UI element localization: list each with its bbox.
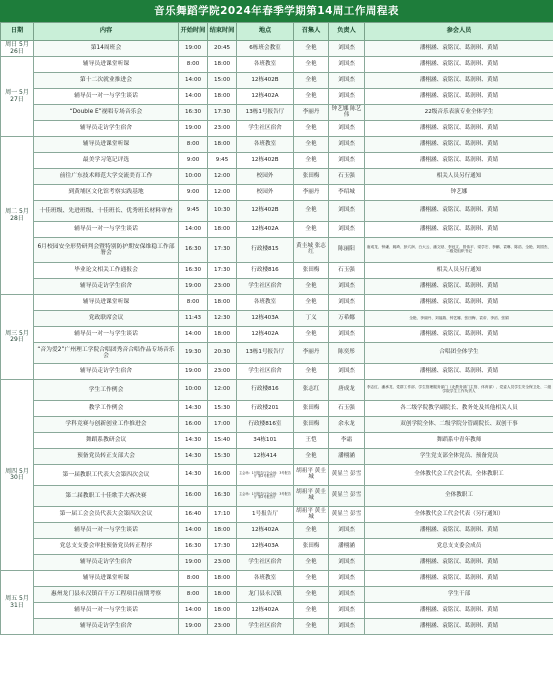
place-cell: 1号报告厅	[237, 507, 294, 523]
lead-cell: 李霜	[329, 433, 365, 449]
table-row	[1, 401, 553, 417]
start-cell: 14:00	[179, 89, 208, 105]
end-cell: 18:00	[208, 603, 237, 619]
place-cell: 12栋403A	[237, 311, 294, 327]
place-cell: 各班教室	[237, 57, 294, 73]
place-cell: 12栋402A	[237, 327, 294, 343]
lead-cell: 唐成龙	[329, 380, 365, 401]
people-cell: 潘栩涵、袁铭汉、葛润琪、黄婧	[365, 279, 553, 295]
lead-cell: 黄显兰 彭雪	[329, 507, 365, 523]
start-cell: 9:00	[179, 185, 208, 201]
start-cell: 9:45	[179, 201, 208, 222]
table-row	[1, 603, 553, 619]
header-start: 开始时间	[179, 23, 208, 41]
start-cell: 14:30	[179, 401, 208, 417]
people-cell: 潘栩涵、袁铭汉、葛润琪、黄婧	[365, 603, 553, 619]
table-row	[1, 380, 553, 401]
header-end: 结束时间	[208, 23, 237, 41]
end-cell: 10:30	[208, 201, 237, 222]
content-cell: 第二届教职工十佳歌手大赛决赛	[34, 486, 179, 507]
people-cell: 潘栩涵、袁铭汉、葛润琪、黄婧	[365, 364, 553, 380]
people-cell: 相关人员另行通知	[365, 263, 553, 279]
table-row	[1, 57, 553, 73]
content-cell: 教学工作例会	[34, 401, 179, 417]
end-cell: 17:30	[208, 105, 237, 121]
start-cell: 16:00	[179, 486, 208, 507]
people-cell: 钟艺娜	[365, 185, 553, 201]
place-cell: 学生社区宿舍	[237, 121, 294, 137]
people-cell: 潘栩涵、袁铭汉、葛润琪、黄婧	[365, 327, 553, 343]
people-cell: 双创学院全体、二级学院分管副院长、双创干事	[365, 417, 553, 433]
people-cell: 学生干部	[365, 587, 553, 603]
convener-cell: 胡祖平 黄圭城	[294, 507, 329, 523]
content-cell: 辅导员进课堂听课	[34, 137, 179, 153]
date-cell: 周四 5月30日	[1, 380, 34, 571]
place-cell: 行政楼815	[237, 238, 294, 263]
table-row	[1, 89, 553, 105]
content-cell: 党政联席会议	[34, 311, 179, 327]
start-cell: 8:00	[179, 137, 208, 153]
start-cell: 8:00	[179, 571, 208, 587]
place-cell: 校园外	[237, 185, 294, 201]
end-cell: 17:00	[208, 417, 237, 433]
people-cell: 22级音乐表演专业全体学生	[365, 105, 553, 121]
content-cell: 辅导员一对一与学生谈话	[34, 603, 179, 619]
start-cell: 10:00	[179, 380, 208, 401]
place-cell: 12栋402A	[237, 603, 294, 619]
content-cell: 辅导员走访学生宿舍	[34, 619, 179, 635]
table-row	[1, 539, 553, 555]
content-cell: 学科竞赛与创新创业工作推进会	[34, 417, 179, 433]
table-row	[1, 41, 553, 57]
content-cell: 辅导员进课堂听课	[34, 295, 179, 311]
start-cell: 19:00	[179, 555, 208, 571]
convener-cell: 黄圭城 张志红	[294, 238, 329, 263]
place-cell: 各班教室	[237, 137, 294, 153]
people-cell: 潘栩涵、袁铭汉、葛润琪、黄婧	[365, 523, 553, 539]
start-cell: 9:00	[179, 153, 208, 169]
convener-cell: 全艳	[294, 571, 329, 587]
start-cell: 8:00	[179, 295, 208, 311]
content-cell: 辅导员一对一与学生谈话	[34, 89, 179, 105]
end-cell: 12:00	[208, 380, 237, 401]
date-cell: 周五 5月31日	[1, 571, 34, 635]
table-row	[1, 169, 553, 185]
table-row	[1, 433, 553, 449]
convener-cell: 胡祖平 黄圭城	[294, 465, 329, 486]
people-cell: 唐成龙、钟谦、姚琦、彭穴润、白大云、潘文财、李冠文、曾伟平、梁学宏、李鹏、袁琳、陈浩、全艳、刘国杰、二级党组织书记	[365, 238, 553, 263]
people-cell: 党总支支委会成员	[365, 539, 553, 555]
people-cell: 李志红、潘承龙、党群工作部、学生管理服务部门（北教务部门主管、体育部）、党委人员学生安全保卫处、二级学院学生工作负责人	[365, 380, 553, 401]
place-cell: 校园外	[237, 169, 294, 185]
place-cell: 12栋402B	[237, 153, 294, 169]
page-title: 音乐舞蹈学院2024年春季学期第14周工作周程表	[0, 0, 553, 22]
people-cell: 潘栩涵、袁铭汉、葛润琪、黄婧	[365, 137, 553, 153]
table-row	[1, 327, 553, 343]
end-cell: 12:30	[208, 311, 237, 327]
convener-cell: 胡祖平 黄圭城	[294, 486, 329, 507]
convener-cell: 全艳	[294, 201, 329, 222]
table-row	[1, 73, 553, 89]
people-cell: 潘栩涵、袁铭汉、葛润琪、黄婧	[365, 57, 553, 73]
end-cell: 15:00	[208, 73, 237, 89]
lead-cell: 石玉强	[329, 169, 365, 185]
table-row	[1, 343, 553, 364]
end-cell: 23:00	[208, 555, 237, 571]
people-cell: 潘栩涵、袁铭汉、葛润琪、黄婧	[365, 89, 553, 105]
content-cell: “音为爱2”广州理工学院合唱团秀音合唱作品专场音乐会	[34, 343, 179, 364]
start-cell: 16:00	[179, 417, 208, 433]
lead-cell: 刘国杰	[329, 279, 365, 295]
end-cell: 16:00	[208, 465, 237, 486]
place-cell: 学生社区宿舍	[237, 619, 294, 635]
convener-cell: 王恺	[294, 433, 329, 449]
convener-cell: 张田梅	[294, 417, 329, 433]
people-cell: 潘栩涵、袁铭汉、葛润琪、黄婧	[365, 619, 553, 635]
start-cell: 8:00	[179, 57, 208, 73]
lead-cell: 陈丽阳	[329, 238, 365, 263]
convener-cell: 张田梅	[294, 169, 329, 185]
start-cell: 19:00	[179, 364, 208, 380]
schedule-table	[0, 22, 553, 635]
start-cell: 16:30	[179, 539, 208, 555]
lead-cell: 刘国杰	[329, 571, 365, 587]
people-cell: 学生党支部全体党员、预备党员	[365, 449, 553, 465]
table-row	[1, 279, 553, 295]
end-cell: 18:00	[208, 89, 237, 105]
lead-cell: 刘国杰	[329, 295, 365, 311]
place-cell: 行政楼201	[237, 401, 294, 417]
lead-cell: 刘国杰	[329, 619, 365, 635]
convener-cell: 全艳	[294, 295, 329, 311]
header-content: 内容	[34, 23, 179, 41]
date-cell: 周日 5月26日	[1, 41, 34, 57]
start-cell: 14:00	[179, 523, 208, 539]
table-row	[1, 137, 553, 153]
lead-cell: 李绍城	[329, 185, 365, 201]
convener-cell: 全艳	[294, 449, 329, 465]
schedule-body	[1, 41, 553, 635]
convener-cell: 全艳	[294, 555, 329, 571]
start-cell: 14:00	[179, 222, 208, 238]
content-cell: 辅导员走访学生宿舍	[34, 279, 179, 295]
end-cell: 18:00	[208, 523, 237, 539]
start-cell: 14:00	[179, 603, 208, 619]
date-cell: 周二 5月28日	[1, 137, 34, 295]
place-cell: 主会场：1号报告厅分会场：3号报告厅 第2号报告厅	[237, 465, 294, 486]
lead-cell: 刘国杰	[329, 89, 365, 105]
people-cell: 各二级学院教学副院长、教务处及其他相关人员	[365, 401, 553, 417]
table-row	[1, 185, 553, 201]
people-cell: 潘栩涵、袁铭汉、葛润琪、黄婧	[365, 73, 553, 89]
lead-cell: 刘国杰	[329, 327, 365, 343]
start-cell: 14:00	[179, 73, 208, 89]
place-cell: 13栋1号报告厅	[237, 105, 294, 121]
place-cell: 6栋班会教室	[237, 41, 294, 57]
place-cell: 12栋403A	[237, 539, 294, 555]
table-row	[1, 619, 553, 635]
convener-cell: 丁义	[294, 311, 329, 327]
table-row	[1, 121, 553, 137]
lead-cell: 陈奕彤	[329, 343, 365, 364]
place-cell: 12栋402A	[237, 89, 294, 105]
end-cell: 18:00	[208, 295, 237, 311]
content-cell: 毕业论文相关工作通报会	[34, 263, 179, 279]
convener-cell: 全艳	[294, 279, 329, 295]
lead-cell: 石玉强	[329, 263, 365, 279]
content-cell: 到黄埔区文化馆考察实践基地	[34, 185, 179, 201]
header-people: 参会人员	[365, 23, 553, 41]
end-cell: 9:45	[208, 153, 237, 169]
convener-cell: 李丽丹	[294, 343, 329, 364]
lead-cell: 潘栩涵	[329, 449, 365, 465]
content-cell: 第14周班会	[34, 41, 179, 57]
content-cell: 第一届工会会员代表大会第四次会议	[34, 507, 179, 523]
table-row	[1, 105, 553, 121]
people-cell: 舞蹈系中青年教师	[365, 433, 553, 449]
end-cell: 18:00	[208, 587, 237, 603]
convener-cell: 全艳	[294, 222, 329, 238]
people-cell: 全体教代会工代会代表（另行通知）	[365, 507, 553, 523]
convener-cell: 全艳	[294, 523, 329, 539]
content-cell: 6月校园安全形势研判会暨特别防护期安保维稳工作部署会	[34, 238, 179, 263]
end-cell: 20:45	[208, 41, 237, 57]
end-cell: 17:30	[208, 539, 237, 555]
start-cell: 11:43	[179, 311, 208, 327]
lead-cell: 刘国杰	[329, 137, 365, 153]
content-cell: 辅导员一对一与学生谈话	[34, 222, 179, 238]
end-cell: 12:00	[208, 185, 237, 201]
start-cell: 16:40	[179, 507, 208, 523]
start-cell: 19:00	[179, 279, 208, 295]
people-cell: 全艳、李丽丹、刘福瑞、钟艺娜、张田梅、袁帝、李滔、张娟	[365, 311, 553, 327]
end-cell: 18:00	[208, 57, 237, 73]
place-cell: 12栋402A	[237, 523, 294, 539]
content-cell: “Double E”视唱专场音乐会	[34, 105, 179, 121]
content-cell: 辅导员进课堂听课	[34, 571, 179, 587]
start-cell: 14:30	[179, 449, 208, 465]
start-cell: 19:00	[179, 619, 208, 635]
end-cell: 20:30	[208, 343, 237, 364]
end-cell: 23:00	[208, 279, 237, 295]
lead-cell: 刘国杰	[329, 153, 365, 169]
people-cell: 潘栩涵、袁铭汉、葛润琪、黄婧	[365, 201, 553, 222]
header-row	[1, 23, 553, 41]
lead-cell: 刘国杰	[329, 121, 365, 137]
end-cell: 16:30	[208, 486, 237, 507]
lead-cell: 刘国杰	[329, 587, 365, 603]
convener-cell: 张田梅	[294, 539, 329, 555]
lead-cell: 刘国杰	[329, 201, 365, 222]
end-cell: 17:10	[208, 507, 237, 523]
people-cell: 潘栩涵、袁铭汉、葛润琪、黄婧	[365, 222, 553, 238]
end-cell: 15:40	[208, 433, 237, 449]
convener-cell: 张志红	[294, 380, 329, 401]
header-convener: 召集人	[294, 23, 329, 41]
lead-cell: 黄显兰 彭雪	[329, 465, 365, 486]
end-cell: 17:30	[208, 263, 237, 279]
lead-cell: 刘国杰	[329, 364, 365, 380]
end-cell: 23:00	[208, 364, 237, 380]
table-row	[1, 417, 553, 433]
lead-cell: 黄显兰 彭雪	[329, 486, 365, 507]
header-lead: 负责人	[329, 23, 365, 41]
convener-cell: 张田梅	[294, 401, 329, 417]
convener-cell: 全艳	[294, 41, 329, 57]
content-cell: 辅导员走访学生宿舍	[34, 121, 179, 137]
table-row	[1, 295, 553, 311]
lead-cell: 刘国杰	[329, 73, 365, 89]
place-cell: 行政楼816室	[237, 417, 294, 433]
start-cell: 16:30	[179, 105, 208, 121]
convener-cell: 李丽丹	[294, 105, 329, 121]
convener-cell: 全艳	[294, 121, 329, 137]
content-cell: 学生工作例会	[34, 380, 179, 401]
content-cell: 预备党员转正支部大会	[34, 449, 179, 465]
people-cell: 潘栩涵、袁铭汉、葛润琪、黄婧	[365, 153, 553, 169]
place-cell: 12栋402B	[237, 73, 294, 89]
end-cell: 18:00	[208, 327, 237, 343]
people-cell: 相关人员另行通知	[365, 169, 553, 185]
content-cell: 辅导员一对一与学生谈话	[34, 523, 179, 539]
content-cell: 十佳班级、先进班级、十佳班长、优秀班长材料审查	[34, 201, 179, 222]
start-cell: 19:00	[179, 41, 208, 57]
content-cell: 第十二次就业推进会	[34, 73, 179, 89]
place-cell: 各班教室	[237, 571, 294, 587]
start-cell: 14:30	[179, 465, 208, 486]
place-cell: 12栋402B	[237, 201, 294, 222]
content-cell: 最美学习笔记评选	[34, 153, 179, 169]
start-cell: 16:30	[179, 238, 208, 263]
convener-cell: 李丽丹	[294, 185, 329, 201]
place-cell: 行政楼816	[237, 263, 294, 279]
convener-cell: 全艳	[294, 364, 329, 380]
end-cell: 18:00	[208, 137, 237, 153]
convener-cell: 全艳	[294, 57, 329, 73]
convener-cell: 全艳	[294, 73, 329, 89]
content-cell: 辅导员一对一与学生谈话	[34, 327, 179, 343]
lead-cell: 刘国杰	[329, 41, 365, 57]
table-row	[1, 507, 553, 523]
place-cell: 行政楼816	[237, 380, 294, 401]
lead-cell: 石玉强	[329, 401, 365, 417]
place-cell: 12栋414	[237, 449, 294, 465]
lead-cell: 钟艺娜 陈艺伟	[329, 105, 365, 121]
place-cell: 34栋101	[237, 433, 294, 449]
end-cell: 12:00	[208, 169, 237, 185]
end-cell: 17:30	[208, 238, 237, 263]
place-cell: 13栋1号报告厅	[237, 343, 294, 364]
table-row	[1, 238, 553, 263]
table-row	[1, 587, 553, 603]
end-cell: 23:00	[208, 619, 237, 635]
lead-cell: 刘国杰	[329, 523, 365, 539]
content-cell: 前往广东技术师范大学交流美育工作	[34, 169, 179, 185]
people-cell: 全体教代会工代会代表，全体教职工	[365, 465, 553, 486]
lead-cell: 刘国杰	[329, 57, 365, 73]
convener-cell: 全艳	[294, 327, 329, 343]
content-cell: 第一届教职工代表大会第四次会议	[34, 465, 179, 486]
convener-cell: 全艳	[294, 603, 329, 619]
end-cell: 23:00	[208, 121, 237, 137]
place-cell: 学生社区宿舍	[237, 279, 294, 295]
people-cell: 全体教职工	[365, 486, 553, 507]
place-cell: 主会场：1号报告厅分会场：3号报告厅 第2号报告厅	[237, 486, 294, 507]
convener-cell: 全艳	[294, 587, 329, 603]
start-cell: 19:00	[179, 121, 208, 137]
table-row	[1, 486, 553, 507]
content-cell: 党总支支委会审批预备党员转正程序	[34, 539, 179, 555]
table-row	[1, 465, 553, 486]
content-cell: 辅导员走访学生宿舍	[34, 555, 179, 571]
place-cell: 龙门县永汉镇	[237, 587, 294, 603]
end-cell: 15:30	[208, 449, 237, 465]
start-cell: 16:30	[179, 263, 208, 279]
table-row	[1, 364, 553, 380]
start-cell: 14:30	[179, 433, 208, 449]
people-cell: 潘栩涵、袁铭汉、葛润琪、黄婧	[365, 571, 553, 587]
convener-cell: 全艳	[294, 153, 329, 169]
people-cell: 潘栩涵、袁铭汉、葛润琪、黄婧	[365, 121, 553, 137]
lead-cell: 潘栩涵	[329, 539, 365, 555]
table-row	[1, 571, 553, 587]
table-row	[1, 153, 553, 169]
table-row	[1, 449, 553, 465]
header-place: 地点	[237, 23, 294, 41]
people-cell: 潘栩涵、袁铭汉、葛润琪、黄婧	[365, 555, 553, 571]
people-cell: 潘栩涵、袁铭汉、葛润琪、黄婧	[365, 41, 553, 57]
start-cell: 10:00	[179, 169, 208, 185]
content-cell: 舞蹈系教研会议	[34, 433, 179, 449]
people-cell: 合唱团全体学生	[365, 343, 553, 364]
table-row	[1, 555, 553, 571]
place-cell: 学生社区宿舍	[237, 364, 294, 380]
start-cell: 19:30	[179, 343, 208, 364]
table-row	[1, 263, 553, 279]
place-cell: 12栋402A	[237, 222, 294, 238]
header-date: 日期	[1, 23, 34, 41]
content-cell: 惠州龙门县永汉镇百千万工程项目前期考察	[34, 587, 179, 603]
start-cell: 8:00	[179, 587, 208, 603]
table-row	[1, 523, 553, 539]
convener-cell: 全艳	[294, 619, 329, 635]
date-cell: 周三 5月29日	[1, 295, 34, 380]
end-cell: 18:00	[208, 222, 237, 238]
lead-cell: 余永龙	[329, 417, 365, 433]
table-row	[1, 311, 553, 327]
lead-cell: 刘国杰	[329, 603, 365, 619]
end-cell: 18:00	[208, 571, 237, 587]
content-cell: 辅导员走访学生宿舍	[34, 364, 179, 380]
content-cell: 辅导员进课堂听课	[34, 57, 179, 73]
convener-cell: 全艳	[294, 137, 329, 153]
convener-cell: 张田梅	[294, 263, 329, 279]
table-row	[1, 222, 553, 238]
table-row	[1, 201, 553, 222]
date-cell: 周一 5月27日	[1, 57, 34, 137]
place-cell: 各班教室	[237, 295, 294, 311]
lead-cell: 万希娜	[329, 311, 365, 327]
end-cell: 15:30	[208, 401, 237, 417]
lead-cell: 刘国杰	[329, 222, 365, 238]
convener-cell: 全艳	[294, 89, 329, 105]
people-cell: 潘栩涵、袁铭汉、葛润琪、黄婧	[365, 295, 553, 311]
place-cell: 学生社区宿舍	[237, 555, 294, 571]
lead-cell: 刘国杰	[329, 555, 365, 571]
start-cell: 14:00	[179, 327, 208, 343]
